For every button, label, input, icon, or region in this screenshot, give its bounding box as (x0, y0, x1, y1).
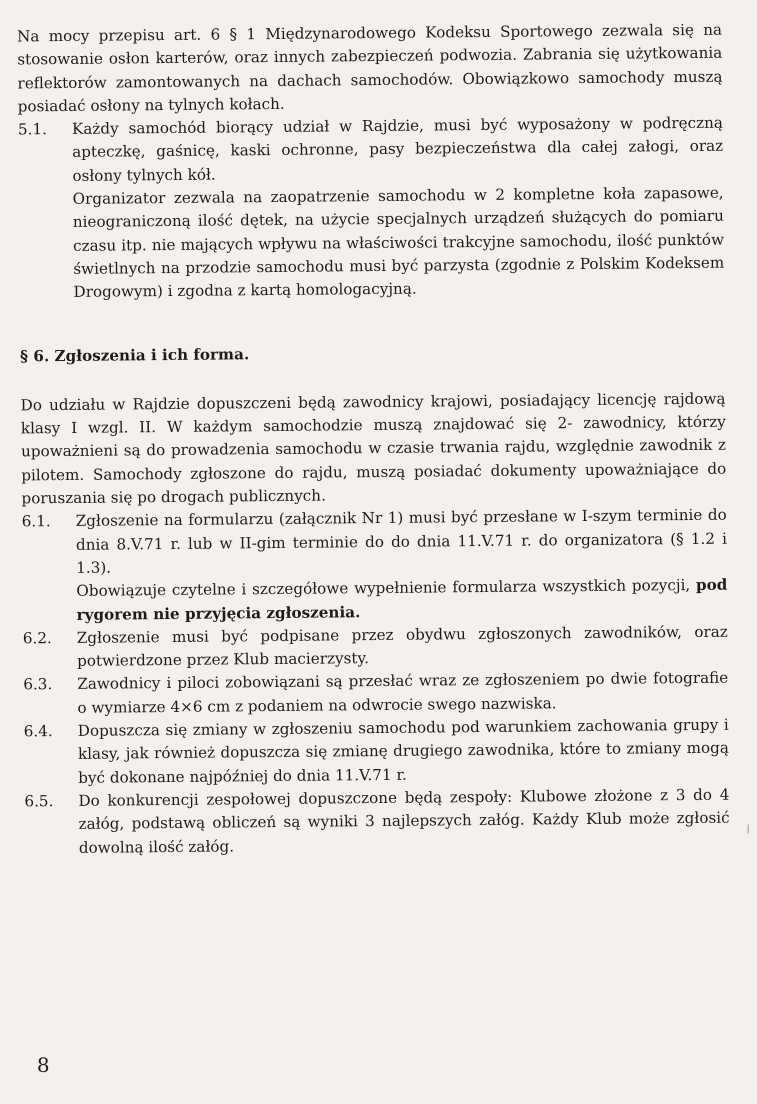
item-number: 6.3. (23, 675, 53, 694)
intro-paragraph: Na mocy przepisu art. 6 § 1 Międzynarodowego Kodeksu Sportowego zezwala się na stosowanie osłon karterów, oraz innych zabezpieczeń podwozia. Zabrania się użytkowania reflektorów zamontowanych na dachach samochodów. Obowiązkowo samochody muszą posiadać osłony na tylnych kołach. (16, 20, 723, 116)
item-body (78, 784, 730, 860)
item-number: 5.1. (17, 120, 48, 139)
item-6-1-text-bold: pod rygorem nie przyjęcia zgłoszenia. (76, 575, 728, 624)
item-number: 6.1. (21, 512, 51, 531)
item-6-5-text: Do konkurencji zespołowej dopuszczone będą zespoły: Klubowe złożone z 3 do 4 załóg, podstawą obliczeń są wyniki 3 najlepszych załóg. Każdy Klub może zgłosić dowolną ilość załóg. (78, 785, 730, 857)
item-5-1-paragraph-2: Organizator zezwala na zaopatrzenie samochodu w 2 kompletne koła zapasowe, nieograniczoną ilość dętek, na użycie specjalnych urządzeń służących do pomiaru czasu itp. nie mających wpływu na właściwości trakcyjne samochodu, ilość punktów świetlnych na przodzie samochodu musi być parzysta (zgodnie z Polskim Kodeksem Drogowym) i zgodna z kartą homologacyjną. (72, 183, 725, 302)
item-number: 6.5. (24, 792, 54, 811)
item-6-1-paragraph-2 (76, 574, 727, 627)
item-6-4-text: Dopuszcza się zmiany w zgłoszeniu samochodu pod warunkiem zachowania grupy i klasy, jak również dopuszcza się zmianę drugiego zawodnika, które to zmiany mogą być dokonane najpóźniej do dnia 11.V.71 r. (77, 715, 730, 787)
item-6-3-text: Zawodnicy i piloci zobowiązani są przesłać wraz ze zgłoszeniem po dwie fotografie o wymiarze 4×6 cm z podaniem na odwrocie swego nazwiska. (77, 669, 729, 717)
item-body (77, 667, 728, 720)
item-5-1-paragraph-1: Każdy samochód biorący udział w Rajdzie, musi być wyposażony w podręczną apteczkę, gaśnicę, kaski ochronne, pasy bezpieczeństwa dla całej załogi, oraz osłony tylnych kół. (71, 113, 724, 185)
list-item-6-1 (22, 504, 728, 627)
item-number: 6.2. (22, 628, 52, 648)
section-6-heading: § 6. Zgłoszenia i ich forma. (20, 344, 250, 365)
item-6-1-paragraph-1: Zgłoszenie na formularzu (załącznik Nr 1) musi być przesłane w I-szym terminie do dnia 8.V.71 r. lub w II-gim terminie do do dnia 11.V.71 r. do organizatora (§ 1.2 i 1.3). (75, 506, 727, 577)
print-speck (748, 824, 749, 833)
item-6-2-text: Zgłoszenie musi być podpisane przez obydwu zgłoszonych zawodników, oraz potwierdzone przez Klub macierzysty. (76, 622, 728, 671)
item-body (78, 714, 730, 790)
item-body (76, 504, 728, 627)
item-number: 6.4. (23, 722, 53, 741)
section-6-intro: Do udziału w Rajdzie dopuszczeni będą zawodnicy krajowi, posiadający licencję rajdową klasy I wzgl. II. W każdym samochodzie muszą znajdować się 2- zawodnicy, którzy upoważnieni są do prowadzenia samochodu w czasie trwania rajdu, względnie zawodnik z pilotem. Samochody zgłoszone do rajdu, muszą posiadać dokumenty upoważniające do poruszania się po drogach publicznych. (20, 389, 727, 508)
page-number: 8 (36, 1053, 50, 1078)
list-item-6-3 (23, 667, 728, 720)
item-6-1-text-plain: Obowiązuje czytelne i szczegółowe wypełnienie formularza wszystkich pozycji, (76, 576, 697, 601)
item-body (77, 620, 728, 673)
item-body (72, 112, 725, 305)
list-item-5-1 (18, 112, 725, 305)
list-item-6-5 (24, 784, 730, 861)
list-item-6-2 (23, 620, 728, 673)
list-item-6-4 (24, 714, 730, 791)
